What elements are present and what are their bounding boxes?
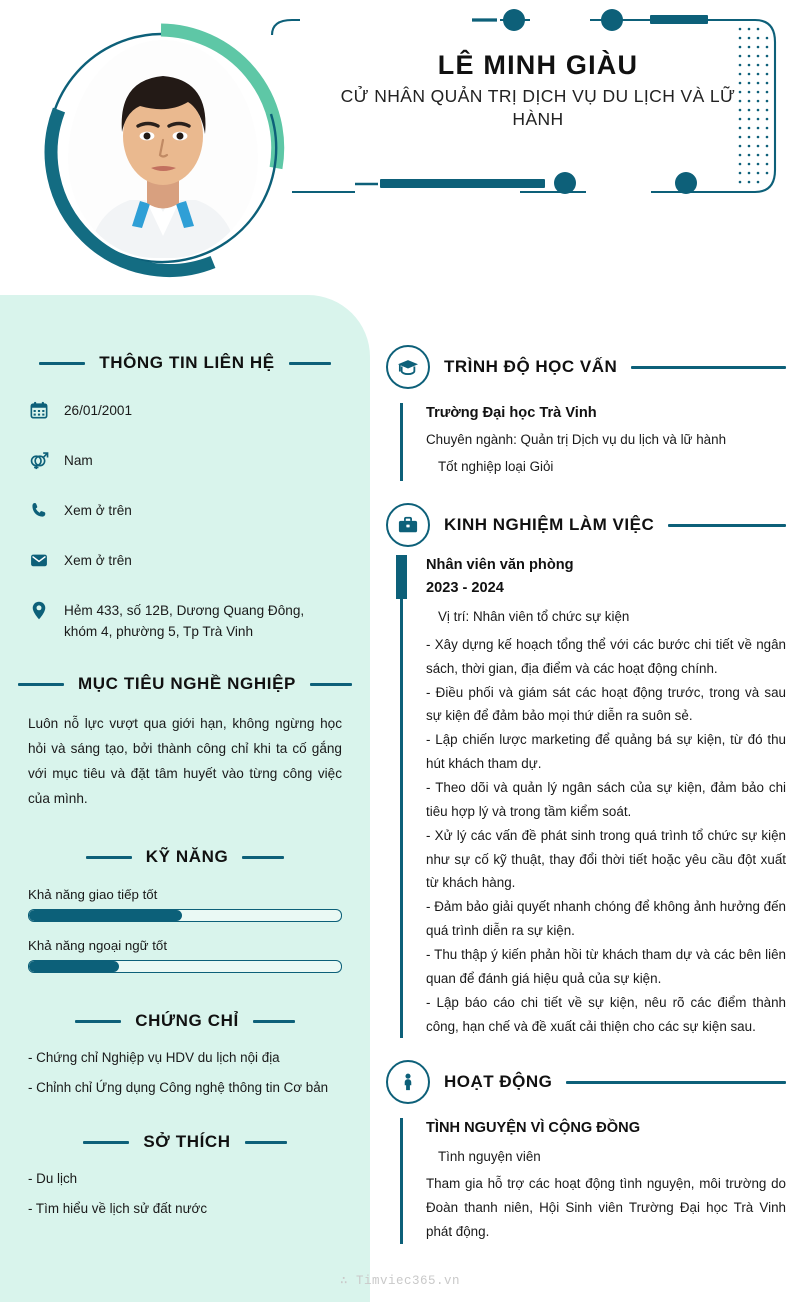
timeline-rail: [400, 555, 403, 1038]
hobbies-title: SỞ THÍCH: [143, 1132, 231, 1152]
activities-body: [400, 1118, 786, 1243]
education-major: Chuyên ngành: Quản trị Dịch vụ du lịch và lữ hành: [426, 432, 727, 448]
certificates-heading: [28, 1011, 342, 1031]
education-grade: Tốt nghiệp loại Giỏi: [438, 458, 554, 474]
contact-birthday-value: 26/01/2001: [64, 403, 133, 418]
contact-heading: [28, 353, 342, 373]
divider-left: [75, 1020, 121, 1023]
skills-title: KỸ NĂNG: [145, 847, 229, 867]
skill-row: [28, 887, 342, 922]
contact-title: THÔNG TIN LIÊN HỆ: [99, 353, 275, 372]
activities-org: TÌNH NGUYỆN VÌ CỘNG ĐỒNG: [426, 1120, 641, 1137]
divider-right: [245, 1141, 287, 1144]
experience-position: Vị trí: Nhân viên tổ chức sự kiện: [438, 609, 630, 625]
contact-list: [28, 399, 342, 642]
activities-role: Tình nguyện viên: [438, 1148, 541, 1164]
section-contact: [28, 295, 342, 642]
contact-item-gender: [28, 449, 342, 471]
activities-description: Tham gia hỗ trợ các hoạt động tình nguyện, môi trường do Đoàn thanh niên, Hội Sinh viên Trường Đại học Trà Vinh phát động.: [426, 1175, 786, 1239]
person-icon: [386, 1060, 430, 1104]
experience-duty: - Xây dựng kế hoạch tổng thể với các bước chi tiết về ngân sách, thời gian, địa điểm và các hoạt động chính.: [426, 636, 786, 676]
education-heading: [386, 345, 786, 389]
hobbies-heading: [28, 1132, 342, 1152]
experience-duty: - Theo dõi và quản lý ngân sách của sự kiện, đảm bảo chi tiêu hợp lý và trong tầm kiểm soát.: [426, 779, 786, 819]
briefcase-icon: [386, 503, 430, 547]
contact-email-value: Xem ở trên: [64, 553, 132, 569]
avatar: [33, 18, 293, 278]
contact-item-email: [28, 549, 342, 571]
heading-rule: [631, 366, 786, 369]
section-certificates: [28, 1011, 342, 1098]
activities-heading: [386, 1060, 786, 1104]
experience-duty: - Lập báo cáo chi tiết về sự kiện, nêu rõ các điểm thành công, hạn chế và đề xuất cải thiện cho các sự kiện sau.: [426, 994, 786, 1034]
skill-progress-bar: [28, 960, 342, 973]
objective-heading: [28, 674, 342, 694]
watermark: ∴ Timviec365.vn: [339, 1274, 461, 1288]
contact-gender-value: Nam: [64, 453, 93, 469]
experience-job-title: Nhân viên văn phòng: [426, 557, 574, 574]
timeline-rail: [400, 1118, 403, 1243]
skill-progress-fill: [29, 961, 119, 972]
contact-phone-value: Xem ở trên: [64, 503, 132, 519]
sidebar-content: [0, 295, 370, 1219]
activities-title: HOẠT ĐỘNG: [444, 1072, 553, 1092]
experience-title: KINH NGHIỆM LÀM VIỆC: [444, 515, 655, 535]
skill-label: Khả năng ngoại ngữ tốt: [28, 938, 168, 954]
job-subtitle: CỬ NHÂN QUẢN TRỊ DỊCH VỤ DU LỊCH VÀ LỮ HÀNH: [340, 86, 736, 130]
divider-left: [39, 362, 85, 365]
heading-rule: [566, 1081, 786, 1084]
graduation-cap-icon: [386, 345, 430, 389]
skills-heading: [28, 847, 342, 867]
contact-address-value: Hẻm 433, số 12B, Dương Quang Đông, khóm 4, phường 5, Tp Trà Vinh: [64, 603, 305, 640]
main-column: [386, 295, 786, 1244]
experience-duty: - Điều phối và giám sát các hoạt động trước, trong và sau sự kiện để đảm bảo mọi thứ diễn ra suôn sẻ.: [426, 684, 786, 724]
section-objective: [28, 674, 342, 811]
objective-title: MỤC TIÊU NGHỀ NGHIỆP: [78, 674, 296, 694]
experience-duty: - Thu thập ý kiến phản hồi từ khách tham dự và các bên liên quan để đánh giá hiệu quả của sự kiện.: [426, 946, 786, 986]
sidebar: [0, 295, 370, 1302]
page-title: LÊ MINH GIÀU: [437, 50, 639, 80]
list-item: - Chứng chỉ Nghiệp vụ HDV du lịch nội địa: [28, 1050, 280, 1066]
experience-duty: - Xử lý các vấn đề phát sinh trong quá trình tổ chức sự kiện như sự cố kỹ thuật, thay đổi thời tiết hoặc yêu cầu đột xuất từ khách hàng.: [426, 827, 786, 891]
section-skills: [28, 847, 342, 973]
divider-right: [253, 1020, 295, 1023]
name-block: [318, 50, 758, 131]
list-item: - Du lịch: [28, 1171, 78, 1187]
phone-icon: [28, 499, 50, 521]
divider-right: [310, 683, 352, 686]
section-hobbies: [28, 1132, 342, 1219]
skill-progress-fill: [29, 910, 182, 921]
location-icon: [28, 599, 50, 621]
certificates-list: [28, 1047, 342, 1098]
list-item: - Chỉnh chỉ Ứng dụng Công nghệ thông tin Cơ bản: [28, 1079, 329, 1095]
hobbies-list: [28, 1168, 342, 1219]
section-activities: [386, 1060, 786, 1243]
timeline-rail: [400, 403, 403, 481]
experience-duty: - Đảm bảo giải quyết nhanh chóng để không ảnh hưởng đến quá trình diễn ra sự kiện.: [426, 899, 786, 939]
experience-body: [400, 555, 786, 1038]
divider-right: [242, 856, 284, 859]
contact-item-birthday: [28, 399, 342, 421]
skill-row: [28, 938, 342, 973]
section-experience: [386, 503, 786, 1038]
education-title: TRÌNH ĐỘ HỌC VẤN: [444, 357, 618, 376]
education-body: [400, 403, 786, 481]
divider-left: [86, 856, 132, 859]
calendar-icon: [28, 399, 50, 421]
skill-progress-bar: [28, 909, 342, 922]
contact-item-phone: [28, 499, 342, 521]
divider-right: [289, 362, 331, 365]
cv-header: [0, 0, 800, 290]
education-school: Trường Đại học Trà Vinh: [426, 405, 597, 421]
contact-item-address: [28, 599, 342, 642]
list-item: - Tìm hiểu về lịch sử đất nước: [28, 1200, 208, 1216]
experience-period: 2023 - 2024: [426, 580, 504, 597]
objective-text: Luôn nỗ lực vượt qua giới hạn, không ngừng học hỏi và sáng tạo, bởi thành công chỉ khi ta cố gắng với mục tiêu và đặt tâm huyết vào từng công việc của mình.: [28, 716, 342, 806]
divider-left: [83, 1141, 129, 1144]
certificates-title: CHỨNG CHỈ: [135, 1011, 239, 1031]
skill-label: Khả năng giao tiếp tốt: [28, 887, 158, 903]
heading-rule: [668, 524, 786, 527]
experience-duty: - Lập chiến lược marketing để quảng bá sự kiện, từ đó thu hút khách tham dự.: [426, 732, 786, 772]
section-education: [386, 295, 786, 481]
gender-icon: [28, 449, 50, 471]
divider-left: [18, 683, 64, 686]
experience-heading: [386, 503, 786, 547]
email-icon: [28, 549, 50, 571]
